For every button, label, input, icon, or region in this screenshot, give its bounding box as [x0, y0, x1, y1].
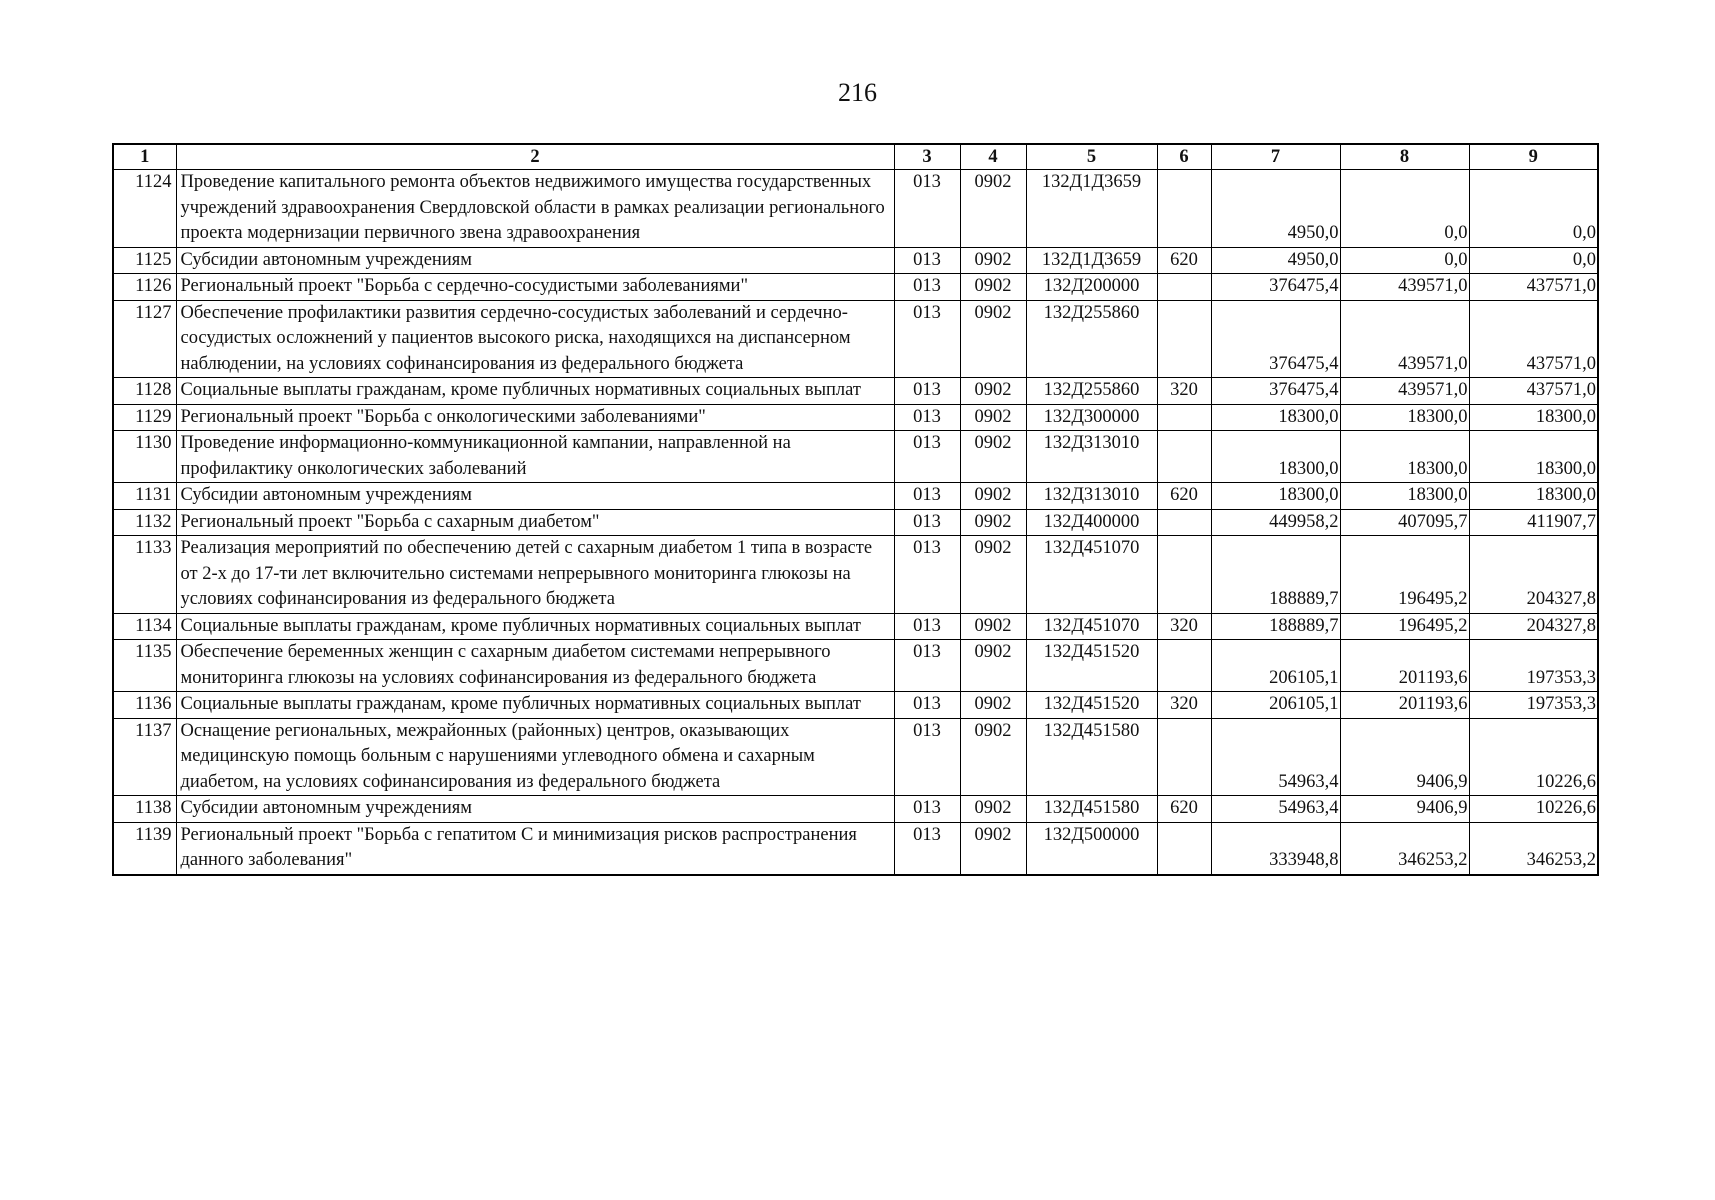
target-article-code: 132Д313010 — [1026, 483, 1157, 510]
expense-type-code — [1157, 822, 1211, 875]
target-article-code: 132Д300000 — [1026, 404, 1157, 431]
amount-col-9: 197353,3 — [1469, 692, 1598, 719]
target-article-code: 132Д451520 — [1026, 692, 1157, 719]
amount-col-9: 0,0 — [1469, 247, 1598, 274]
column-header: 2 — [176, 144, 894, 170]
table-row — [113, 483, 1598, 510]
amount-col-8: 201193,6 — [1340, 692, 1469, 719]
row-number: 1132 — [113, 509, 176, 536]
amount-col-9: 437571,0 — [1469, 300, 1598, 378]
row-number: 1134 — [113, 613, 176, 640]
target-article-code: 132Д255860 — [1026, 300, 1157, 378]
expense-type-code — [1157, 170, 1211, 248]
ministry-code: 013 — [894, 247, 960, 274]
target-article-code: 132Д313010 — [1026, 431, 1157, 483]
row-name: Субсидии автономным учреждениям — [176, 796, 894, 823]
amount-col-8: 18300,0 — [1340, 483, 1469, 510]
ministry-code: 013 — [894, 431, 960, 483]
row-name: Обеспечение профилактики развития сердечно-сосудистых заболеваний и сердечно-сосудистых осложнений у пациентов высокого риска, находящихся на диспансерном наблюдении, на условиях софинансирования из федерального бюджета — [176, 300, 894, 378]
ministry-code: 013 — [894, 822, 960, 875]
amount-col-7: 18300,0 — [1211, 431, 1340, 483]
ministry-code: 013 — [894, 692, 960, 719]
amount-col-8: 346253,2 — [1340, 822, 1469, 875]
row-name: Региональный проект "Борьба с сахарным диабетом" — [176, 509, 894, 536]
amount-col-9: 197353,3 — [1469, 640, 1598, 692]
amount-col-7: 54963,4 — [1211, 796, 1340, 823]
target-article-code: 132Д451520 — [1026, 640, 1157, 692]
amount-col-7: 188889,7 — [1211, 613, 1340, 640]
section-code: 0902 — [960, 431, 1026, 483]
table-body — [113, 170, 1598, 875]
amount-col-7: 188889,7 — [1211, 536, 1340, 614]
target-article-code: 132Д1Д3659 — [1026, 247, 1157, 274]
amount-col-7: 54963,4 — [1211, 718, 1340, 796]
amount-col-8: 196495,2 — [1340, 613, 1469, 640]
section-code: 0902 — [960, 718, 1026, 796]
expense-type-code — [1157, 431, 1211, 483]
amount-col-8: 18300,0 — [1340, 431, 1469, 483]
expense-type-code — [1157, 640, 1211, 692]
target-article-code: 132Д1Д3659 — [1026, 170, 1157, 248]
expense-type-code — [1157, 509, 1211, 536]
amount-col-8: 0,0 — [1340, 247, 1469, 274]
amount-col-7: 18300,0 — [1211, 404, 1340, 431]
row-name: Субсидии автономным учреждениям — [176, 247, 894, 274]
row-number: 1126 — [113, 274, 176, 301]
section-code: 0902 — [960, 536, 1026, 614]
expense-type-code: 620 — [1157, 796, 1211, 823]
ministry-code: 013 — [894, 536, 960, 614]
row-name: Оснащение региональных, межрайонных (районных) центров, оказывающих медицинскую помощь больным с нарушениями углеводного обмена и сахарным диабетом, на условиях софинансирования из федерального бюджета — [176, 718, 894, 796]
budget-table — [112, 143, 1599, 876]
ministry-code: 013 — [894, 483, 960, 510]
amount-col-8: 9406,9 — [1340, 718, 1469, 796]
row-name: Региональный проект "Борьба с гепатитом С и минимизация рисков распространения данного заболевания" — [176, 822, 894, 875]
expense-type-code: 320 — [1157, 378, 1211, 405]
expense-type-code — [1157, 274, 1211, 301]
expense-type-code — [1157, 404, 1211, 431]
ministry-code: 013 — [894, 509, 960, 536]
amount-col-7: 376475,4 — [1211, 300, 1340, 378]
table-row — [113, 796, 1598, 823]
page-number: 216 — [838, 78, 877, 107]
amount-col-8: 439571,0 — [1340, 378, 1469, 405]
column-header: 4 — [960, 144, 1026, 170]
amount-col-9: 437571,0 — [1469, 378, 1598, 405]
table-row — [113, 822, 1598, 875]
amount-col-9: 10226,6 — [1469, 796, 1598, 823]
row-number: 1135 — [113, 640, 176, 692]
expense-type-code: 620 — [1157, 247, 1211, 274]
row-name: Обеспечение беременных женщин с сахарным диабетом системами непрерывного мониторинга глюкозы на условиях софинансирования из федерального бюджета — [176, 640, 894, 692]
row-number: 1133 — [113, 536, 176, 614]
table-row — [113, 509, 1598, 536]
row-number: 1128 — [113, 378, 176, 405]
expense-type-code — [1157, 300, 1211, 378]
row-number: 1125 — [113, 247, 176, 274]
row-name: Региональный проект "Борьба с онкологическими заболеваниями" — [176, 404, 894, 431]
table-row — [113, 536, 1598, 614]
row-number: 1131 — [113, 483, 176, 510]
amount-col-7: 206105,1 — [1211, 692, 1340, 719]
ministry-code: 013 — [894, 274, 960, 301]
table-row — [113, 640, 1598, 692]
amount-col-7: 376475,4 — [1211, 274, 1340, 301]
ministry-code: 013 — [894, 170, 960, 248]
expense-type-code — [1157, 536, 1211, 614]
table-row — [113, 170, 1598, 248]
column-header: 1 — [113, 144, 176, 170]
amount-col-9: 204327,8 — [1469, 536, 1598, 614]
section-code: 0902 — [960, 613, 1026, 640]
row-name: Субсидии автономным учреждениям — [176, 483, 894, 510]
section-code: 0902 — [960, 509, 1026, 536]
amount-col-7: 376475,4 — [1211, 378, 1340, 405]
section-code: 0902 — [960, 378, 1026, 405]
section-code: 0902 — [960, 274, 1026, 301]
ministry-code: 013 — [894, 718, 960, 796]
row-number: 1127 — [113, 300, 176, 378]
row-number: 1137 — [113, 718, 176, 796]
table-header-row — [113, 144, 1598, 170]
row-name: Социальные выплаты гражданам, кроме публичных нормативных социальных выплат — [176, 613, 894, 640]
row-name: Проведение информационно-коммуникационной кампании, направленной на профилактику онкологических заболеваний — [176, 431, 894, 483]
row-number: 1129 — [113, 404, 176, 431]
section-code: 0902 — [960, 483, 1026, 510]
amount-col-8: 9406,9 — [1340, 796, 1469, 823]
ministry-code: 013 — [894, 378, 960, 405]
target-article-code: 132Д451580 — [1026, 796, 1157, 823]
column-header: 6 — [1157, 144, 1211, 170]
row-name: Проведение капитального ремонта объектов недвижимого имущества государственных учреждений здравоохранения Свердловской области в рамках реализации регионального проекта модернизации первичного звена здравоохранения — [176, 170, 894, 248]
ministry-code: 013 — [894, 796, 960, 823]
table-row — [113, 247, 1598, 274]
column-header: 8 — [1340, 144, 1469, 170]
ministry-code: 013 — [894, 613, 960, 640]
amount-col-7: 449958,2 — [1211, 509, 1340, 536]
table-row — [113, 274, 1598, 301]
target-article-code: 132Д200000 — [1026, 274, 1157, 301]
column-header: 5 — [1026, 144, 1157, 170]
amount-col-9: 18300,0 — [1469, 431, 1598, 483]
ministry-code: 013 — [894, 640, 960, 692]
amount-col-7: 18300,0 — [1211, 483, 1340, 510]
amount-col-8: 439571,0 — [1340, 300, 1469, 378]
ministry-code: 013 — [894, 300, 960, 378]
column-header: 3 — [894, 144, 960, 170]
section-code: 0902 — [960, 692, 1026, 719]
column-header: 7 — [1211, 144, 1340, 170]
table-row — [113, 378, 1598, 405]
table-row — [113, 404, 1598, 431]
expense-type-code: 620 — [1157, 483, 1211, 510]
expense-type-code: 320 — [1157, 613, 1211, 640]
row-number: 1124 — [113, 170, 176, 248]
amount-col-9: 437571,0 — [1469, 274, 1598, 301]
section-code: 0902 — [960, 404, 1026, 431]
amount-col-9: 10226,6 — [1469, 718, 1598, 796]
amount-col-9: 346253,2 — [1469, 822, 1598, 875]
target-article-code: 132Д451580 — [1026, 718, 1157, 796]
ministry-code: 013 — [894, 404, 960, 431]
expense-type-code: 320 — [1157, 692, 1211, 719]
table-row — [113, 300, 1598, 378]
amount-col-8: 407095,7 — [1340, 509, 1469, 536]
target-article-code: 132Д451070 — [1026, 536, 1157, 614]
amount-col-9: 0,0 — [1469, 170, 1598, 248]
row-number: 1139 — [113, 822, 176, 875]
section-code: 0902 — [960, 300, 1026, 378]
table-row — [113, 718, 1598, 796]
row-name: Реализация мероприятий по обеспечению детей с сахарным диабетом 1 типа в возрасте от 2-х до 17-ти лет включительно системами непрерывного мониторинга глюкозы на условиях софинансирования из федерального бюджета — [176, 536, 894, 614]
row-number: 1138 — [113, 796, 176, 823]
row-number: 1130 — [113, 431, 176, 483]
target-article-code: 132Д500000 — [1026, 822, 1157, 875]
row-name: Социальные выплаты гражданам, кроме публичных нормативных социальных выплат — [176, 378, 894, 405]
target-article-code: 132Д255860 — [1026, 378, 1157, 405]
amount-col-8: 18300,0 — [1340, 404, 1469, 431]
target-article-code: 132Д451070 — [1026, 613, 1157, 640]
amount-col-7: 4950,0 — [1211, 170, 1340, 248]
amount-col-7: 206105,1 — [1211, 640, 1340, 692]
amount-col-9: 18300,0 — [1469, 483, 1598, 510]
row-number: 1136 — [113, 692, 176, 719]
amount-col-9: 18300,0 — [1469, 404, 1598, 431]
section-code: 0902 — [960, 640, 1026, 692]
table-row — [113, 692, 1598, 719]
amount-col-8: 439571,0 — [1340, 274, 1469, 301]
amount-col-7: 4950,0 — [1211, 247, 1340, 274]
target-article-code: 132Д400000 — [1026, 509, 1157, 536]
table-row — [113, 613, 1598, 640]
section-code: 0902 — [960, 822, 1026, 875]
amount-col-9: 204327,8 — [1469, 613, 1598, 640]
amount-col-7: 333948,8 — [1211, 822, 1340, 875]
column-header: 9 — [1469, 144, 1598, 170]
section-code: 0902 — [960, 247, 1026, 274]
amount-col-8: 0,0 — [1340, 170, 1469, 248]
row-name: Региональный проект "Борьба с сердечно-сосудистыми заболеваниями" — [176, 274, 894, 301]
amount-col-8: 196495,2 — [1340, 536, 1469, 614]
section-code: 0902 — [960, 796, 1026, 823]
expense-type-code — [1157, 718, 1211, 796]
section-code: 0902 — [960, 170, 1026, 248]
row-name: Социальные выплаты гражданам, кроме публичных нормативных социальных выплат — [176, 692, 894, 719]
amount-col-9: 411907,7 — [1469, 509, 1598, 536]
table-row — [113, 431, 1598, 483]
amount-col-8: 201193,6 — [1340, 640, 1469, 692]
